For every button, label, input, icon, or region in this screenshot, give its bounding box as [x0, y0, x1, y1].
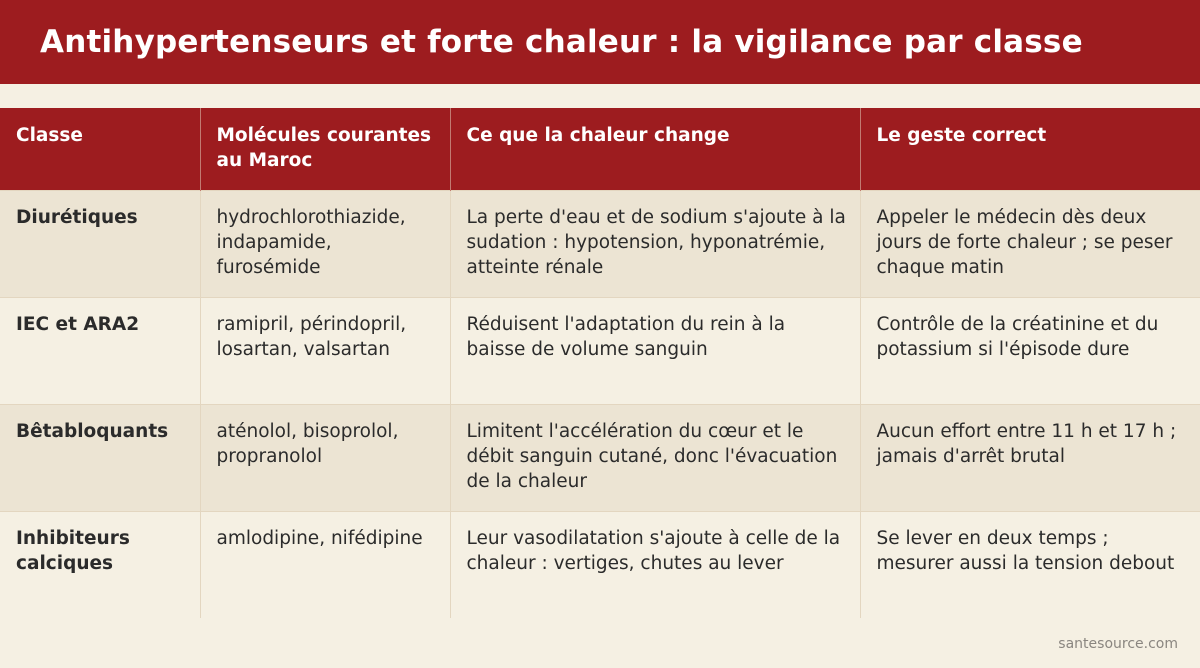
column-header-geste: Le geste correct [860, 108, 1200, 190]
cell-molecules: hydrochlorothiazide, indapamide, furosémide [200, 190, 450, 297]
cell-geste: Appeler le médecin dès deux jours de forte chaleur ; se peser chaque matin [860, 190, 1200, 297]
table-row [0, 404, 1200, 511]
data-table [0, 108, 1200, 618]
column-header-chaleur: Ce que la chaleur change [450, 108, 860, 190]
cell-molecules: aténolol, bisoprolol, propranolol [200, 404, 450, 511]
page-title: Antihypertenseurs et forte chaleur : la vigilance par classe [40, 24, 1083, 60]
cell-classe: Diurétiques [0, 190, 200, 297]
cell-classe: IEC et ARA2 [0, 297, 200, 404]
table-row [0, 297, 1200, 404]
cell-chaleur: La perte d'eau et de sodium s'ajoute à la sudation : hypotension, hyponatrémie, atteinte rénale [450, 190, 860, 297]
table-row [0, 190, 1200, 297]
cell-molecules: ramipril, périndopril, losartan, valsartan [200, 297, 450, 404]
table-row [0, 511, 1200, 618]
cell-chaleur: Leur vasodilatation s'ajoute à celle de la chaleur : vertiges, chutes au lever [450, 511, 860, 618]
title-bar [0, 0, 1200, 84]
cell-classe: Bêtabloquants [0, 404, 200, 511]
cell-molecules: amlodipine, nifédipine [200, 511, 450, 618]
source-credit: santesource.com [1058, 636, 1178, 652]
column-header-molecules: Molécules courantes au Maroc [200, 108, 450, 190]
cell-geste: Se lever en deux temps ; mesurer aussi la tension debout [860, 511, 1200, 618]
column-header-classe: Classe [0, 108, 200, 190]
cell-chaleur: Réduisent l'adaptation du rein à la baisse de volume sanguin [450, 297, 860, 404]
cell-geste: Contrôle de la créatinine et du potassium si l'épisode dure [860, 297, 1200, 404]
table-header [0, 108, 1200, 190]
cell-chaleur: Limitent l'accélération du cœur et le débit sanguin cutané, donc l'évacuation de la chaleur [450, 404, 860, 511]
cell-classe: Inhibiteurs calciques [0, 511, 200, 618]
cell-geste: Aucun effort entre 11 h et 17 h ; jamais d'arrêt brutal [860, 404, 1200, 511]
